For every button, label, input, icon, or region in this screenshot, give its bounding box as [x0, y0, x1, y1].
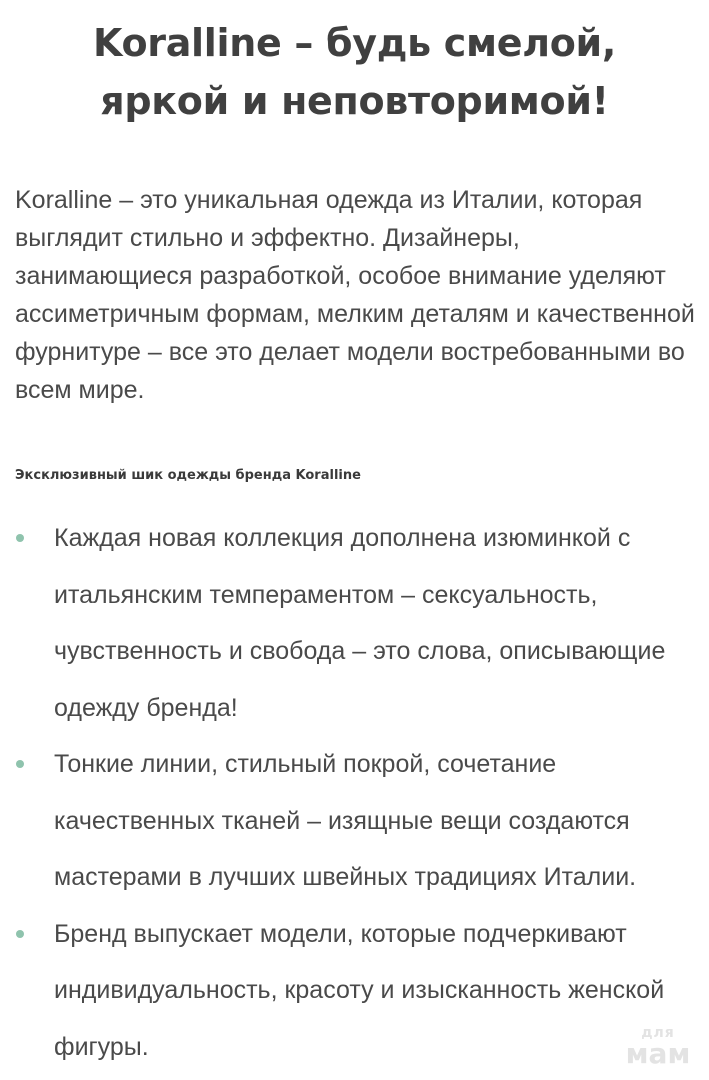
watermark-bottom: мам — [625, 1037, 691, 1070]
list-item-text: Тонкие линии, стильный покрой, сочетание качественных тканей – изящные вещи создаются мастерами в лучших швейных традициях Италии. — [54, 750, 637, 891]
section-subheading: Эксклюзивный шик одежды бренда Koralline — [15, 468, 361, 483]
list-item — [0, 736, 709, 906]
intro-paragraph: Koralline – это уникальная одежда из Италии, которая выглядит стильно и эффектно. Дизайнеры, занимающиеся разработкой, особое внимание уделяют ассиметричным формам, мелким деталям и качественной фурнитуре – все это делает модели востребованными во всем мире. — [15, 186, 695, 404]
list-item-text: Бренд выпускает модели, которые подчеркивают индивидуальность, красоту и изысканность женской фигуры. — [54, 919, 665, 1061]
bullet-dot-icon — [16, 930, 24, 938]
bullet-dot-icon — [16, 534, 24, 542]
article-title — [20, 14, 689, 130]
list-item — [0, 510, 709, 736]
bullet-dot-icon — [16, 760, 24, 768]
site-watermark — [621, 1026, 695, 1068]
watermark-top: для — [641, 1025, 675, 1041]
list-item — [0, 906, 709, 1076]
list-item-text: Каждая новая коллекция дополнена изюминкой с итальянским темпераментом – сексуальность, чувственность и свобода – это слова, описывающие одежду бренда! — [54, 524, 666, 722]
features-list — [0, 510, 709, 1075]
title-line-1: Koralline – будь смелой, — [92, 21, 617, 65]
title-line-2: яркой и неповторимой! — [100, 79, 609, 123]
